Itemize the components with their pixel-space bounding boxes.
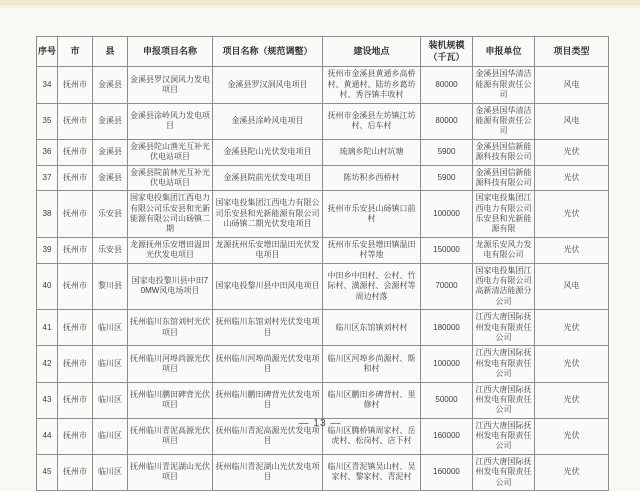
cell-adjusted-project-name: 金溪县陀山光伏发电项目 [213,139,323,165]
cell-capacity-kw: 5900 [421,139,473,165]
cell-project-type: 光伏 [535,346,609,382]
cell-county: 临川区 [93,454,128,490]
cell-seq: 43 [37,382,58,418]
cell-seq: 40 [37,263,58,310]
cell-seq: 44 [37,418,58,454]
cell-city: 抚州市 [58,346,93,382]
cell-construction-site: 中田乡中田村、公村、竹际村、潢源村、会源村等周边村落 [323,263,421,310]
cell-applicant-unit: 国家电投集团江西电力有限公司高新清洁能源分公司 [473,263,535,310]
table-row [37,139,609,165]
header-cell-project-type: 项目类型 [535,37,609,67]
table-row [37,310,609,346]
cell-county: 临川区 [93,418,128,454]
cell-county: 临川区 [93,346,128,382]
cell-capacity-kw: 100000 [421,191,473,238]
header-cell-capacity-kw: 装机规模（千瓦） [421,37,473,67]
cell-adjusted-project-name: 抚州临川青泥湖山光伏发电项目 [213,454,323,490]
cell-seq: 41 [37,310,58,346]
cell-applicant-unit: 江西大唐国际抚州发电有限责任公司 [473,346,535,382]
cell-capacity-kw: 180000 [421,310,473,346]
cell-project-type: 风电 [535,67,609,103]
table-header-row [37,37,609,67]
cell-adjusted-project-name: 国家电投黎川县中田风电项目 [213,263,323,310]
cell-county: 黎川县 [93,263,128,310]
cell-county: 乐安县 [93,191,128,238]
cell-project-type: 光伏 [535,454,609,490]
cell-declared-project-name: 国家电投黎川县中田70MW风电场项目 [128,263,213,310]
cell-applicant-unit: 龙源乐安风力发电有限公司 [473,237,535,263]
cell-construction-site: 临川区腾桥镇周家村、岳虎村、松岗村、店下村 [323,418,421,454]
cell-capacity-kw: 100000 [421,346,473,382]
scan-edge-tint-fade [0,5,640,8]
cell-capacity-kw: 50000 [421,382,473,418]
cell-project-type: 光伏 [535,165,609,191]
cell-applicant-unit: 江西大唐国际抚州发电有限责任公司 [473,418,535,454]
cell-construction-site: 抚州市金溪县左坊镇江坊村、后车村 [323,103,421,139]
cell-declared-project-name: 金溪县罗汉洞风力发电项目 [128,67,213,103]
cell-seq: 38 [37,191,58,238]
table-row [37,382,609,418]
cell-county: 临川区 [93,382,128,418]
cell-project-type: 风电 [535,263,609,310]
cell-capacity-kw: 80000 [421,67,473,103]
cell-city: 抚州市 [58,418,93,454]
cell-city: 抚州市 [58,139,93,165]
cell-seq: 42 [37,346,58,382]
cell-city: 抚州市 [58,454,93,490]
cell-adjusted-project-name: 抚州临川鹏田碑背光伏发电项目 [213,382,323,418]
cell-city: 抚州市 [58,191,93,238]
cell-project-type: 光伏 [535,237,609,263]
table-row [37,165,609,191]
cell-applicant-unit: 江西大唐国际抚州发电有限责任公司 [473,454,535,490]
cell-adjusted-project-name: 抚州临川河埠尚源光伏发电项目 [213,346,323,382]
cell-city: 抚州市 [58,165,93,191]
cell-applicant-unit: 江西大唐国际抚州发电有限责任公司 [473,310,535,346]
cell-seq: 39 [37,237,58,263]
cell-county: 乐安县 [93,237,128,263]
cell-project-type: 风电 [535,103,609,139]
cell-county: 金溪县 [93,67,128,103]
cell-declared-project-name: 抚州临川鹏田碑背光伏项目 [128,382,213,418]
table-row [37,103,609,139]
table-row [37,454,609,490]
header-cell-city: 市 [58,37,93,67]
cell-construction-site: 陈坊积乡西桥村 [323,165,421,191]
cell-applicant-unit: 金溪县国华清洁能源有限责任公司 [473,67,535,103]
cell-declared-project-name: 抚州临川河埠尚源光伏项目 [128,346,213,382]
cell-project-type: 光伏 [535,418,609,454]
cell-construction-site: 抚州市乐安县增田镇温田村等地 [323,237,421,263]
cell-city: 抚州市 [58,310,93,346]
cell-seq: 36 [37,139,58,165]
cell-declared-project-name: 抚州临川青泥高源光伏项目 [128,418,213,454]
cell-construction-site: 临川区鹏田乡碑背村、里修村 [323,382,421,418]
cell-adjusted-project-name: 抚州临川东馆刘村光伏发电项目 [213,310,323,346]
cell-city: 抚州市 [58,103,93,139]
cell-declared-project-name: 金溪县涂岭风力发电项目 [128,103,213,139]
cell-city: 抚州市 [58,382,93,418]
header-cell-seq: 序号 [37,37,58,67]
cell-declared-project-name: 抚州临川青泥湖山光伏项目 [128,454,213,490]
table-row [37,67,609,103]
cell-capacity-kw: 5900 [421,165,473,191]
cell-seq: 45 [37,454,58,490]
cell-county: 金溪县 [93,139,128,165]
cell-declared-project-name: 龙源抚州乐安增田温田光伏发电项目 [128,237,213,263]
cell-county: 金溪县 [93,103,128,139]
cell-adjusted-project-name: 国家电投集团江西电力有限公司乐安县和光新能源有限公司山砀镇二期光伏发电项目 [213,191,323,238]
cell-applicant-unit: 金溪县国信新能源科技有限公司 [473,165,535,191]
cell-county: 金溪县 [93,165,128,191]
cell-project-type: 光伏 [535,382,609,418]
page-number: — 13 — [298,418,342,429]
cell-adjusted-project-name: 金溪县涂岭风电项目 [213,103,323,139]
header-cell-applicant-unit: 申报单位 [473,37,535,67]
cell-construction-site: 抚州市乐安县山砀镇口前村 [323,191,421,238]
header-cell-declared-project-name: 申报项目名称 [128,37,213,67]
cell-declared-project-name: 抚州临川东馆刘村光伏项目 [128,310,213,346]
cell-seq: 35 [37,103,58,139]
cell-construction-site: 临川区东馆镇刘村村 [323,310,421,346]
header-cell-construction-site: 建设地点 [323,37,421,67]
cell-capacity-kw: 70000 [421,263,473,310]
cell-capacity-kw: 150000 [421,237,473,263]
cell-capacity-kw: 160000 [421,454,473,490]
table-row [37,346,609,382]
table-row [37,263,609,310]
cell-capacity-kw: 80000 [421,103,473,139]
cell-applicant-unit: 金溪县国华清洁能源有限责任公司 [473,103,535,139]
cell-declared-project-name: 国家电投集团江西电力有限公司乐安县和光新能源有限公司山砀镇二期 [128,191,213,238]
cell-seq: 34 [37,67,58,103]
cell-applicant-unit: 江西大唐国际抚州发电有限责任公司 [473,382,535,418]
cell-county: 临川区 [93,310,128,346]
cell-city: 抚州市 [58,237,93,263]
cell-adjusted-project-name: 龙源抚州乐安增田温田光伏发电项目 [213,237,323,263]
table-row [37,191,609,238]
cell-construction-site: 琉璃乡陀山村坑塘 [323,139,421,165]
cell-adjusted-project-name: 金溪县罗汉洞风电项目 [213,67,323,103]
header-cell-county: 县 [93,37,128,67]
cell-construction-site: 临川区青泥镇吴山村、吴家村、黎家村、青泥村 [323,454,421,490]
header-cell-adjusted-project-name: 项目名称（规范调整） [213,37,323,67]
cell-capacity-kw: 160000 [421,418,473,454]
cell-applicant-unit: 金溪县国信新能源科技有限公司 [473,139,535,165]
cell-project-type: 光伏 [535,139,609,165]
cell-adjusted-project-name: 抚州临川青泥高源光伏发电项目 [213,418,323,454]
cell-project-type: 光伏 [535,310,609,346]
cell-project-type: 光伏 [535,191,609,238]
cell-construction-site: 临川区河埠乡尚源村、斯和村 [323,346,421,382]
cell-adjusted-project-name: 金溪县院前光伏发电项目 [213,165,323,191]
cell-declared-project-name: 金溪县院前林光互补光伏电站项目 [128,165,213,191]
cell-seq: 37 [37,165,58,191]
cell-construction-site: 抚州市金溪县黄通乡高桥村、黄通村、陆坊乡葛坊村、秀谷镇丰收村 [323,67,421,103]
table-row [37,237,609,263]
cell-city: 抚州市 [58,263,93,310]
cell-city: 抚州市 [58,67,93,103]
cell-declared-project-name: 金溪县陀山渔光互补光伏电站项目 [128,139,213,165]
cell-applicant-unit: 国家电投集团江西电力有限公司 乐安县和光新能源有限 [473,191,535,238]
